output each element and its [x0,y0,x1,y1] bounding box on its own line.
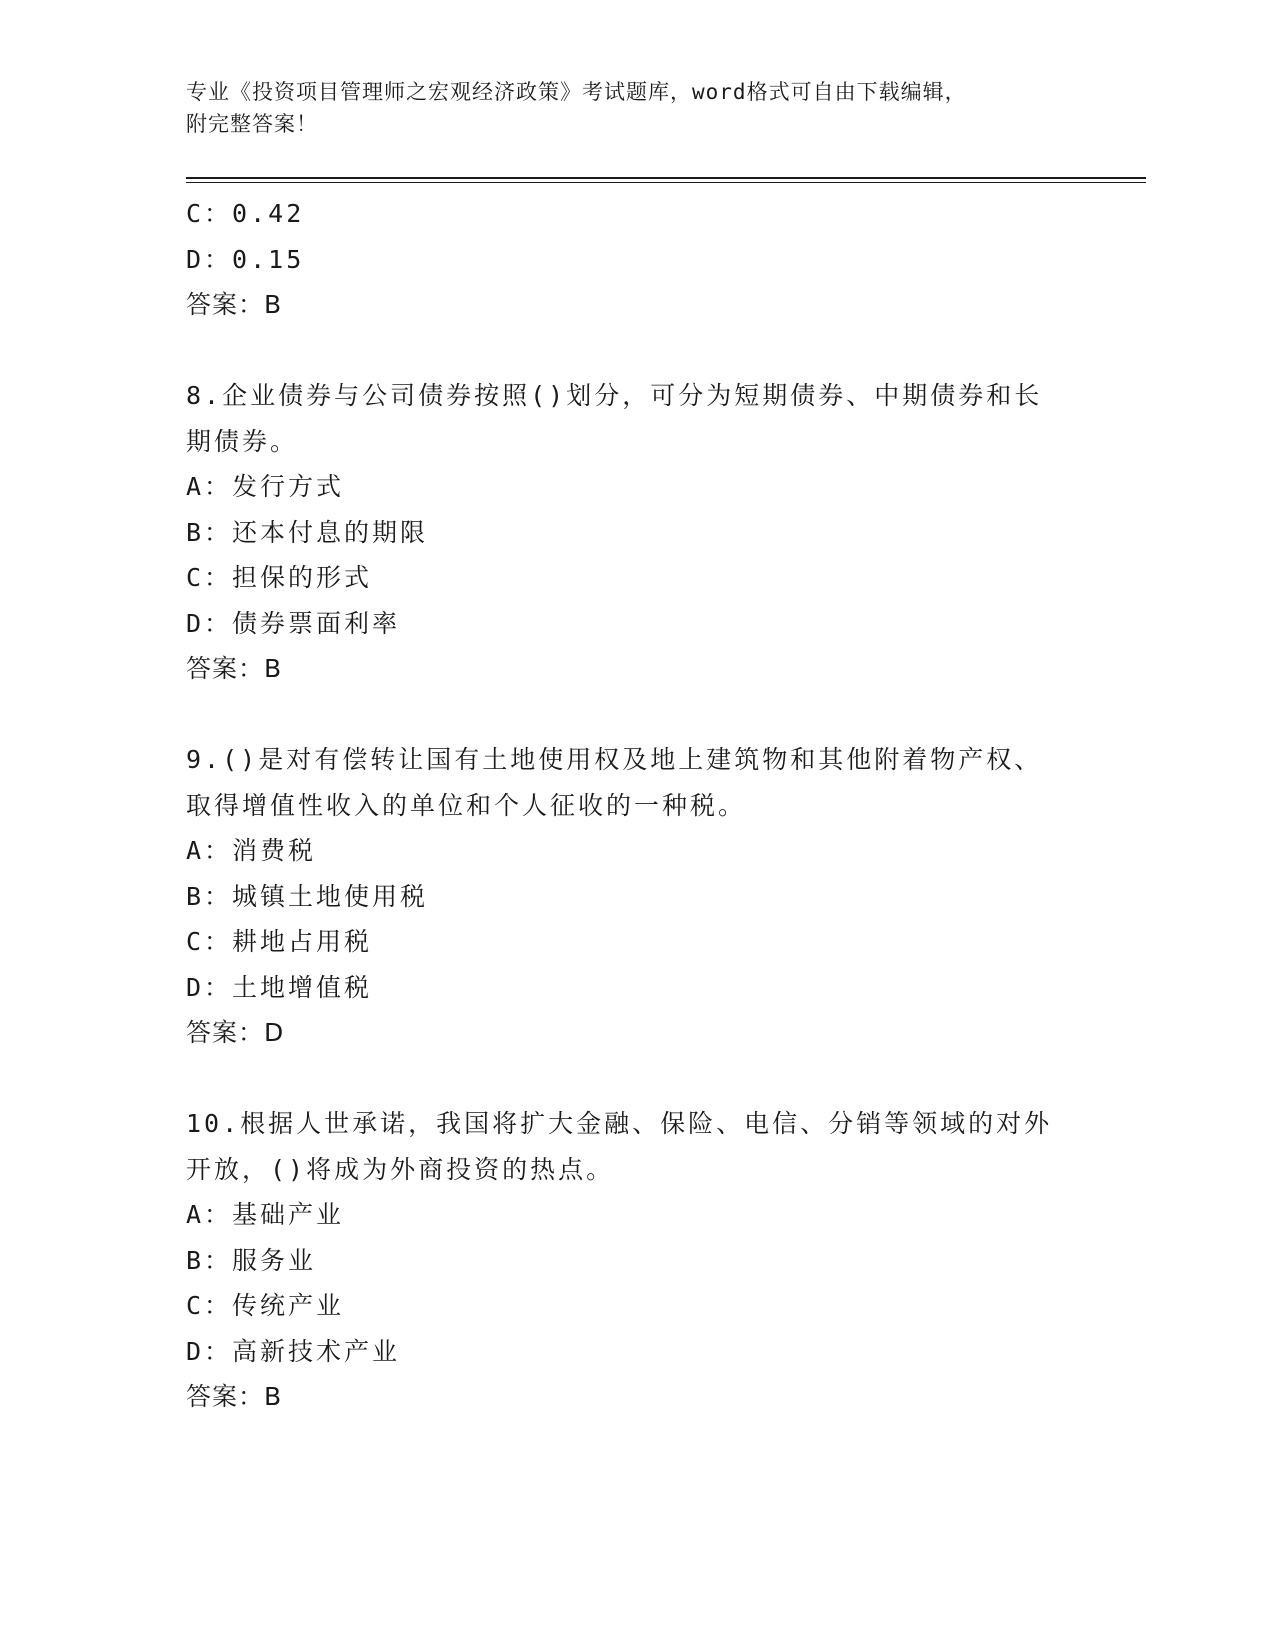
question-text-line-2: 开放，()将成为外商投资的热点。 [186,1154,615,1184]
option-d: D：债券票面利率 [186,608,401,638]
question-text-line-1: 9.()是对有偿转让国有土地使用权及地上建筑物和其他附着物产权、 [186,745,1043,774]
answer-line: 答案：D [186,1018,285,1047]
header-line-2: 附完整答案！ [186,112,318,136]
option-c: C：传统产业 [186,1291,345,1320]
option-a: A：消费税 [186,836,317,865]
question-9 [186,737,1086,1056]
option-d: D：0.15 [186,244,305,274]
option-b: B：城镇土地使用税 [186,881,429,911]
header-line-1: 专业《投资项目管理师之宏观经济政策》考试题库，word格式可自由下载编辑， [186,80,967,104]
header-rule-thin [186,182,1146,183]
option-a: A：发行方式 [186,472,345,501]
spacer [186,328,1086,374]
question-8 [186,373,1086,692]
option-b: B：服务业 [186,1245,317,1275]
option-a: A：基础产业 [186,1200,345,1229]
question-text-line-2: 取得增值性收入的单位和个人征收的一种税。 [186,790,747,820]
question-10 [186,1101,1086,1420]
question-text-line-2: 期债券。 [186,426,299,456]
header-rule-thick [186,177,1146,179]
question-7-tail [186,191,1086,328]
spacer [186,1056,1086,1102]
option-c: C：0.42 [186,199,305,228]
option-d: D：土地增值税 [186,972,373,1002]
question-text-line-1: 8.企业债券与公司债券按照()划分，可分为短期债券、中期债券和长 [186,381,1043,410]
option-d: D：高新技术产业 [186,1336,401,1366]
answer-line: 答案：B [186,290,283,319]
spacer [186,692,1086,738]
option-c: C：担保的形式 [186,563,373,592]
answer-line: 答案：B [186,1382,283,1411]
option-b: B：还本付息的期限 [186,517,429,547]
page-header [186,76,1066,140]
answer-line: 答案：B [186,654,283,683]
question-text-line-1: 10.根据人世承诺，我国将扩大金融、保险、电信、分销等领域的对外 [186,1109,1053,1138]
question-list [186,191,1086,1420]
option-c: C：耕地占用税 [186,927,373,956]
